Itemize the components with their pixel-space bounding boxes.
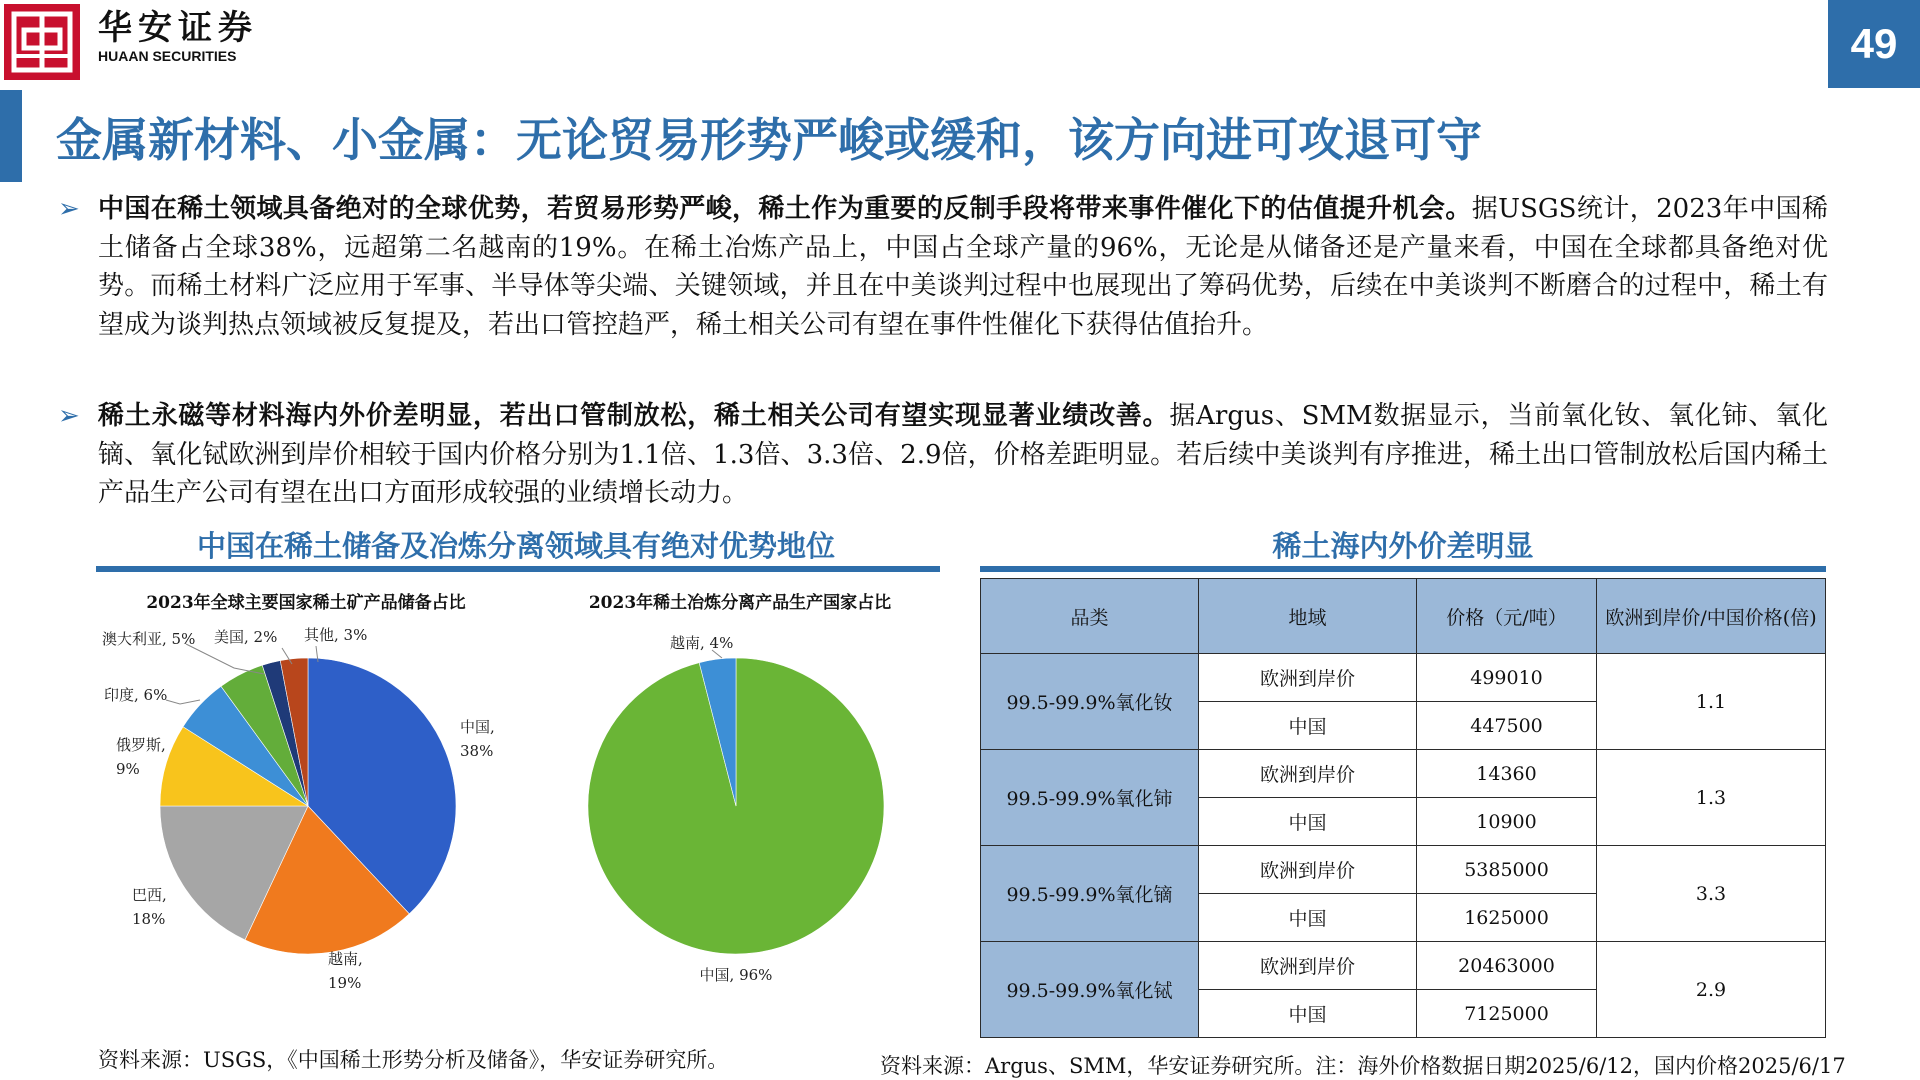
table-row [981,750,1826,798]
pie1-label-3-0: 俄罗斯, [116,736,166,754]
pie1-label-3-1: 9% [116,760,140,778]
pie2-label-1-0: 越南, 4% [670,634,734,652]
page-number: 49 [1828,0,1920,88]
cell-region: 中国 [1199,990,1417,1038]
logo-mark [4,4,80,80]
cell-ratio: 1.1 [1597,654,1826,750]
pie1-title: 2023年全球主要国家稀土矿产品储备占比 [146,593,466,613]
bullet-arrow-icon: ➢ [58,194,80,224]
pie1-leader-line-4 [166,700,200,704]
pie1-label-2-1: 18% [132,910,166,928]
pie1-label-1-1: 19% [328,974,362,992]
header-category: 品类 [981,579,1199,654]
pie1-label-4-0: 印度, 6% [104,686,168,704]
table-row [981,846,1826,894]
cell-category: 99.5-99.9%氧化钕 [981,654,1199,750]
pie1-label-0-1: 38% [460,742,494,760]
cell-ratio: 2.9 [1597,942,1826,1038]
header-ratio: 欧洲到岸价/中国价格(倍) [1597,579,1826,654]
cell-category: 99.5-99.9%氧化铽 [981,942,1199,1038]
bullet-arrow-icon: ➢ [58,401,80,431]
pie1-label-5-0: 澳大利亚, 5% [102,630,196,648]
left-section-heading: 中国在稀土储备及冶炼分离领域具有绝对优势地位 [196,529,835,563]
right-source-note: 资料来源：Argus、SMM，华安证券研究所。注：海外价格数据日期2025/6/12，国内价格2025/6/17 [880,1054,1846,1078]
cell-price: 20463000 [1417,942,1597,990]
right-section-heading: 稀土海内外价差明显 [1272,529,1534,563]
cell-category: 99.5-99.9%氧化镝 [981,846,1199,942]
logo-text [98,8,258,64]
cell-price: 499010 [1417,654,1597,702]
pie1-label-2-0: 巴西, [132,886,167,904]
pie-chart-reserves [96,614,526,1004]
cell-price: 14360 [1417,750,1597,798]
pie2-title: 2023年稀土冶炼分离产品生产国家占比 [588,593,892,613]
header-region: 地域 [1199,579,1417,654]
cell-region: 中国 [1199,702,1417,750]
cell-category: 99.5-99.9%氧化铈 [981,750,1199,846]
cell-region: 欧洲到岸价 [1199,942,1417,990]
cell-ratio: 3.3 [1597,846,1826,942]
table-row [981,942,1826,990]
pie1-label-0-0: 中国, [460,718,495,736]
pie-chart-smelting [540,614,940,1004]
cell-region: 中国 [1199,894,1417,942]
bullet-2-text: 据Argus、SMM数据显示，当前氧化钕、氧化铈、氧化镝、氧化铽欧洲到岸价相较于国内价格分别为1.1倍、1.3倍、3.3倍、2.9倍，价格差距明显。若后续中美谈判有序推进，稀土出口管制放松后国内稀土产品生产公司有望在出口方面形成较强的业绩增长动力。 [98,401,1828,508]
header-price: 价格（元/吨） [1417,579,1597,654]
logo-english: HUAAN SECURITIES [98,48,237,64]
cell-price: 447500 [1417,702,1597,750]
pie1-label-7-0: 其他, 3% [304,626,368,644]
right-section-rule [980,566,1826,572]
title-accent-bar [0,90,22,182]
cell-price: 7125000 [1417,990,1597,1038]
cell-ratio: 1.3 [1597,750,1826,846]
cell-region: 中国 [1199,798,1417,846]
pie2-label-0-0: 中国, 96% [699,966,773,984]
pie1-label-1-0: 越南, [328,950,363,968]
bullet-1-text: 据USGS统计，2023年中国稀土储备占全球38%，远超第二名越南的19%。在稀土冶炼产品上，中国占全球产量的96%，无论是从储备还是产量来看，中国在全球都具备绝对优势。而稀土材料广泛应用于军事、半导体等尖端、关键领域，并且在中美谈判过程中也展现出了筹码优势，后续在中美谈判不断磨合的过程中，稀土有望成为谈判热点领域被反复提及，若出口管控趋严，稀土相关公司有望在事件性催化下获得估值抬升。 [98,194,1828,340]
bullet-1 [58,190,1828,344]
left-section-rule [96,566,940,572]
left-source-note: 资料来源：USGS，《中国稀土形势分析及储备》，华安证券研究所。 [98,1048,729,1072]
pie1-label-6-0: 美国, 2% [214,628,278,646]
bullet-2 [58,397,1828,513]
cell-region: 欧洲到岸价 [1199,654,1417,702]
logo-chinese: 华安证券 [98,8,258,48]
logo-icon [4,4,80,80]
cell-price: 5385000 [1417,846,1597,894]
cell-price: 10900 [1417,798,1597,846]
cell-price: 1625000 [1417,894,1597,942]
page-title: 金属新材料、小金属：无论贸易形势严峻或缓和，该方向进可攻退可守 [56,113,1482,167]
cell-region: 欧洲到岸价 [1199,846,1417,894]
table-header-row [981,579,1826,654]
price-table [980,578,1826,1038]
bullet-2-bold: 稀土永磁等材料海内外价差明显，若出口管制放松，稀土相关公司有望实现显著业绩改善。 [98,401,1170,431]
cell-region: 欧洲到岸价 [1199,750,1417,798]
bullet-1-bold: 中国在稀土领域具备绝对的全球优势，若贸易形势严峻，稀土作为重要的反制手段将带来事件催化下的估值提升机会。 [98,194,1472,224]
table-row [981,654,1826,702]
